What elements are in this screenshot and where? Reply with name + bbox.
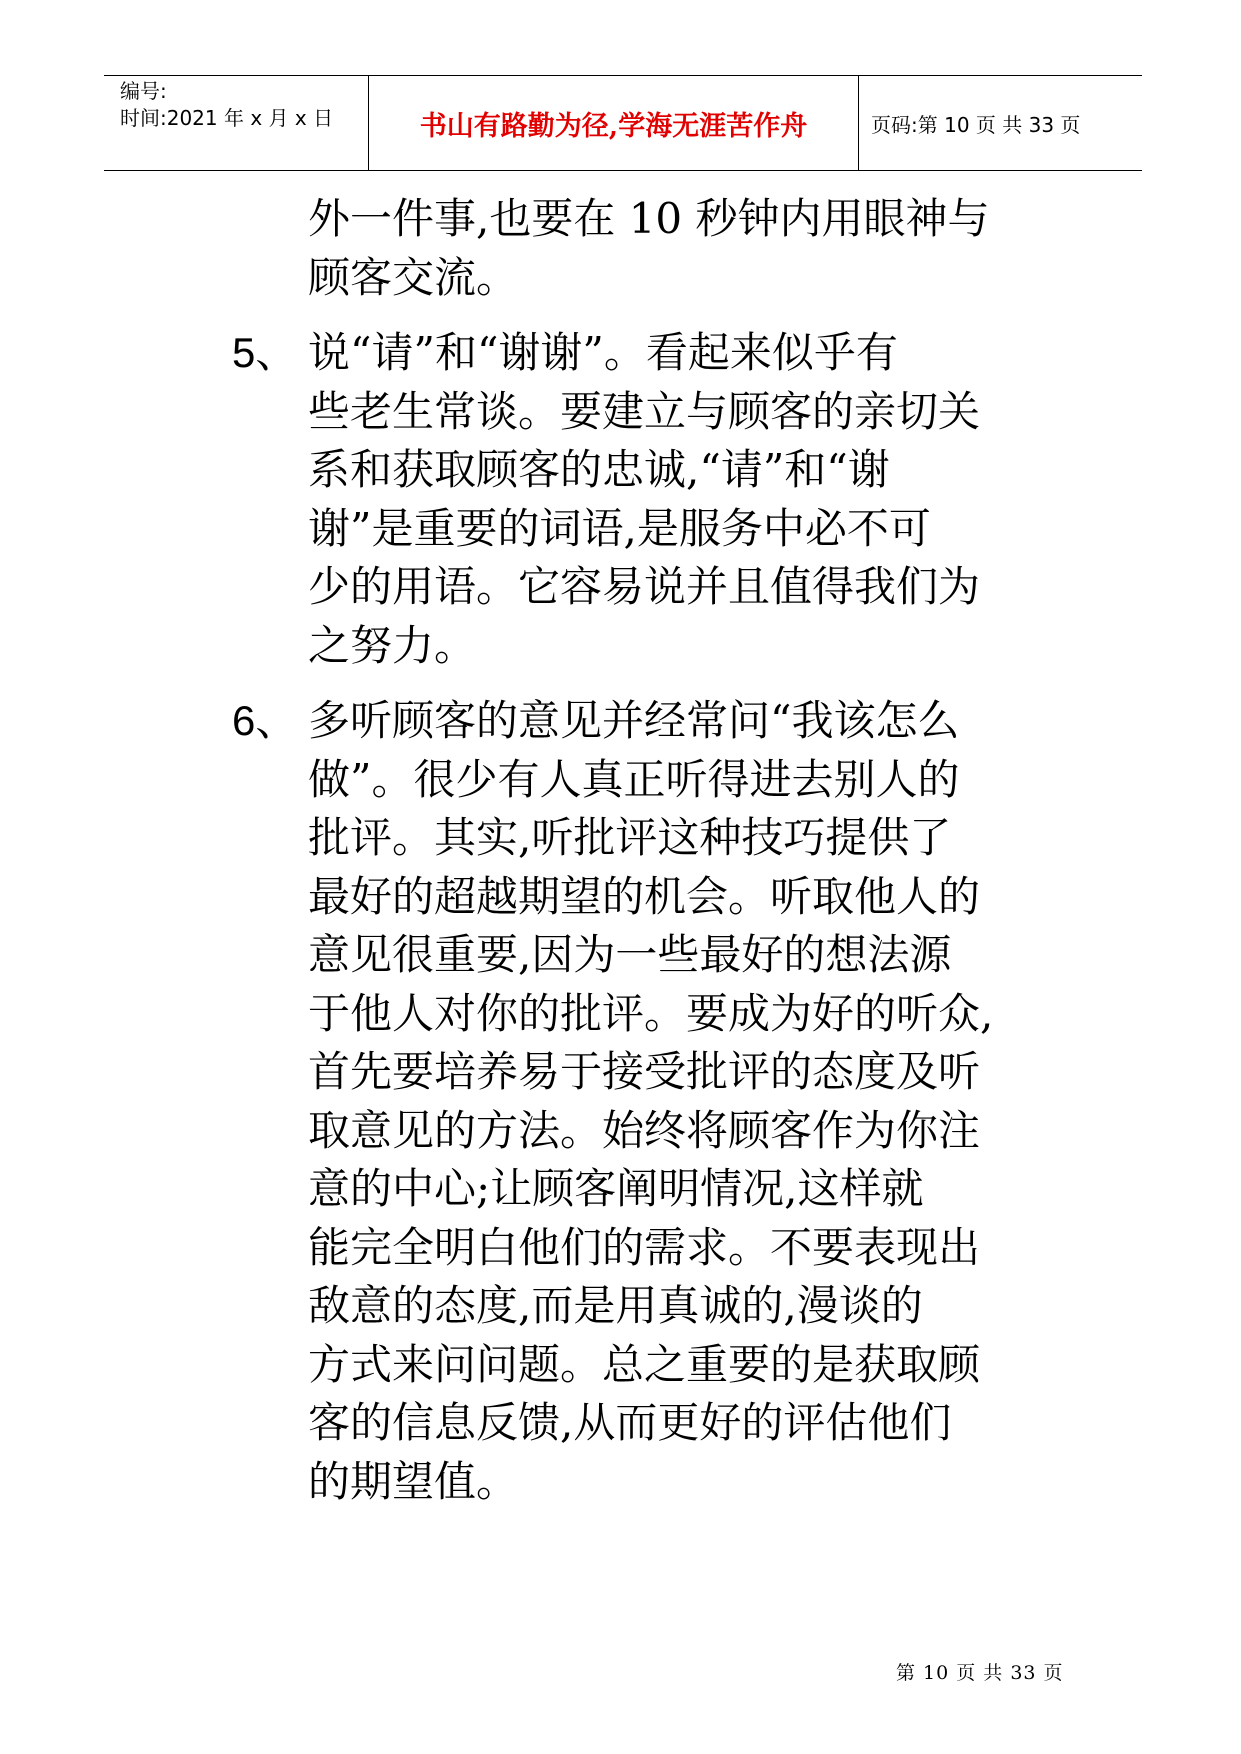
list-item (0, 692, 1241, 1511)
list-item-number: 6、 (232, 697, 298, 744)
document-body (0, 190, 1241, 1511)
list-item-text: 说“请”和“谢谢”。看起来似乎有 些老生常谈。要建立与顾客的亲切关 系和获取顾客的忠诚,“请”和“谢 谢”是重要的词语,是服务中必不可 少的用语。它容易说并且值得我们为 之努力。 (308, 328, 981, 670)
header-page-info: 页码:第 10 页 共 33 页 (871, 112, 1081, 137)
list-item (0, 324, 1241, 675)
header-number-label: 编号: (120, 79, 167, 103)
page-header (104, 75, 1142, 171)
continuation-paragraph: 外一件事,也要在 10 秒钟内用眼神与 顾客交流。 (308, 194, 990, 302)
header-time-label: 时间:2021 年 x 月 x 日 (120, 106, 334, 130)
header-motto: 书山有路勤为径,学海无涯苦作舟 (419, 110, 808, 142)
header-meta (104, 76, 369, 170)
header-page-info-cell (859, 76, 1142, 170)
page-footer: 第 10 页 共 33 页 (896, 1662, 1064, 1684)
header-motto-cell (369, 76, 859, 170)
list-item-number: 5、 (232, 329, 298, 376)
list-item-text: 多听顾客的意见并经常问“我该怎么 做”。很少有人真正听得进去别人的 批评。其实,听批评这种技巧提供了 最好的超越期望的机会。听取他人的 意见很重要,因为一些最好的想法源 于他人对你的批评。要成为好的听众, 首先要培养易于接受批评的态度及听 取意见的方法。始终将顾客作为你注 意的中心;让顾客阐明情况,这样就 能完全明白他们的需求。不要表现出 敌意的态度,而是用真诚的,漫谈的 方式来问问题。总之重要的是获取顾 客的信息反馈,从而更好的评估他们 的期望值。 (308, 696, 994, 1506)
